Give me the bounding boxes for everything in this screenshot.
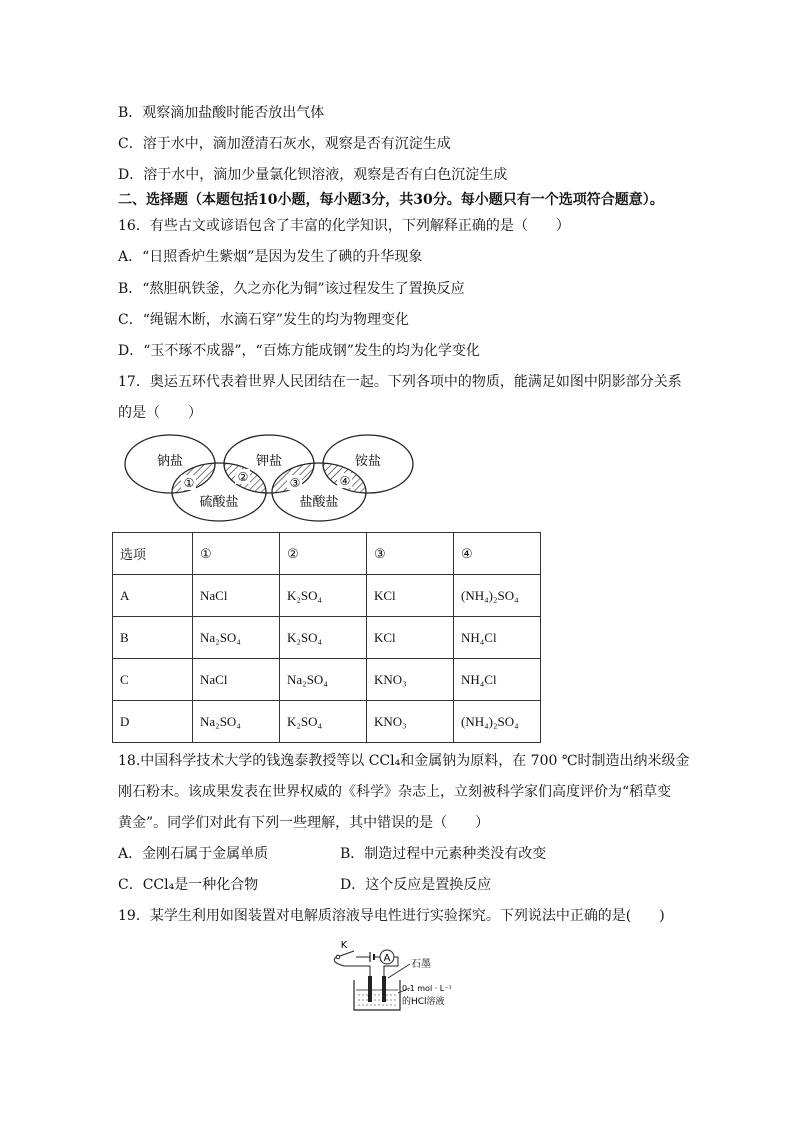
q16-option-d: D．“玉不琢不成器”，“百炼方能成钢”发生的均为化学变化 bbox=[118, 343, 480, 359]
header-cell: 选项 bbox=[113, 533, 193, 575]
table-cell: Na₂SO₄ bbox=[193, 701, 280, 743]
header-cell: ① bbox=[193, 533, 280, 575]
ring2-label: 钾盐 bbox=[255, 454, 283, 469]
q15-option-d: D．溶于水中，滴加少量氯化钡溶液，观察是否有白色沉淀生成 bbox=[118, 167, 508, 183]
q18-option-b: B．制造过程中元素种类没有改变 bbox=[340, 846, 547, 862]
table-cell: K₂SO₄ bbox=[280, 617, 367, 659]
ring4-label: 硫酸盐 bbox=[199, 495, 239, 510]
marker-3: ③ bbox=[289, 476, 301, 490]
q19-stem: 19．某学生利用如图装置对电解质溶液导电性进行实验探究。下列说法中正确的是( ) bbox=[118, 908, 665, 924]
ammeter-label: A bbox=[383, 953, 391, 964]
q16-option-a: A．“日照香炉生紫烟”是因为发生了碘的升华现象 bbox=[118, 249, 423, 265]
q15-option-c: C．溶于水中，滴加澄清石灰水，观察是否有沉淀生成 bbox=[118, 136, 451, 152]
options-table bbox=[112, 532, 541, 743]
q16-stem: 16．有些古文或谚语包含了丰富的化学知识，下列解释正确的是（ ） bbox=[118, 218, 570, 234]
header-cell: ④ bbox=[454, 533, 541, 575]
header-cell: ② bbox=[280, 533, 367, 575]
q18-option-c: C．CCl₄是一种化合物 bbox=[118, 877, 259, 893]
table-cell: K₂SO₄ bbox=[280, 575, 367, 617]
header-cell: ③ bbox=[367, 533, 454, 575]
conductivity-apparatus-figure bbox=[330, 936, 480, 1014]
concentration-label: 0.1 mol · L⁻¹ bbox=[402, 984, 452, 993]
marker-2: ② bbox=[237, 470, 249, 484]
olympic-rings-diagram bbox=[118, 430, 428, 530]
ring3-label: 铵盐 bbox=[354, 454, 382, 469]
table-cell: C bbox=[113, 659, 193, 701]
table-cell: (NH₄)₂SO₄ bbox=[454, 575, 541, 617]
table-row bbox=[113, 575, 541, 617]
switch-label: K bbox=[340, 940, 348, 951]
table-row bbox=[113, 617, 541, 659]
table-cell: Na₂SO₄ bbox=[280, 659, 367, 701]
ring1-label: 钠盐 bbox=[156, 454, 184, 469]
section-heading: 二、选择题（本题包括10小题，每小题3分，共30分。每小题只有一个选项符合题意）。 bbox=[118, 192, 664, 208]
table-cell: NH₄Cl bbox=[454, 617, 541, 659]
table-row bbox=[113, 701, 541, 743]
ring-chloride bbox=[272, 463, 366, 521]
q17-stem-line2: 的是（ ） bbox=[118, 405, 202, 421]
ring5-label: 盐酸盐 bbox=[299, 495, 339, 510]
q18-stem-line2: 刚石粉末。该成果发表在世界权威的《科学》杂志上，立刻被科学家们高度评价为“稻草变 bbox=[118, 784, 672, 800]
electrode-label: 石墨 bbox=[411, 959, 431, 970]
table-cell: KCl bbox=[367, 617, 454, 659]
q18-stem-line3: 黄金”。同学们对此有下列一些理解，其中错误的是（ ） bbox=[118, 815, 490, 831]
q16-option-b: B．“熬胆矾铁釜，久之亦化为铜”该过程发生了置换反应 bbox=[118, 281, 465, 297]
solution-label: 的HCl溶液 bbox=[402, 997, 445, 1007]
table-cell: D bbox=[113, 701, 193, 743]
table-cell: Na₂SO₄ bbox=[193, 617, 280, 659]
q18-option-a: A．金刚石属于金属单质 bbox=[118, 846, 269, 862]
ring-sulfate bbox=[172, 463, 266, 521]
beaker-icon bbox=[354, 980, 400, 1010]
q18-option-d: D．这个反应是置换反应 bbox=[340, 877, 492, 893]
q17-stem-line1: 17．奥运五环代表着世界人民团结在一起。下列各项中的物质，能满足如图中阴影部分关系 bbox=[118, 374, 682, 390]
table-cell: KNO₃ bbox=[367, 659, 454, 701]
table-cell: NaCl bbox=[193, 659, 280, 701]
q18-stem-line1: 18.中国科学技术大学的钱逸泰教授等以 CCl₄和金属钠为原料，在 700 ℃时制造出纳米级金 bbox=[118, 753, 690, 769]
table-cell: KNO₃ bbox=[367, 701, 454, 743]
marker-1: ① bbox=[183, 476, 195, 490]
table-cell: KCl bbox=[367, 575, 454, 617]
q16-option-c: C．“绳锯木断，水滴石穿”发生的均为物理变化 bbox=[118, 312, 410, 328]
table-cell: NH₄Cl bbox=[454, 659, 541, 701]
table-cell: (NH₄)₂SO₄ bbox=[454, 701, 541, 743]
marker-4: ④ bbox=[339, 474, 351, 488]
table-row bbox=[113, 659, 541, 701]
table-cell: A bbox=[113, 575, 193, 617]
table-cell: B bbox=[113, 617, 193, 659]
table-cell: NaCl bbox=[193, 575, 280, 617]
table-cell: K₂SO₄ bbox=[280, 701, 367, 743]
table-header-row bbox=[113, 533, 541, 575]
q15-option-b: B．观察滴加盐酸时能否放出气体 bbox=[118, 105, 325, 121]
